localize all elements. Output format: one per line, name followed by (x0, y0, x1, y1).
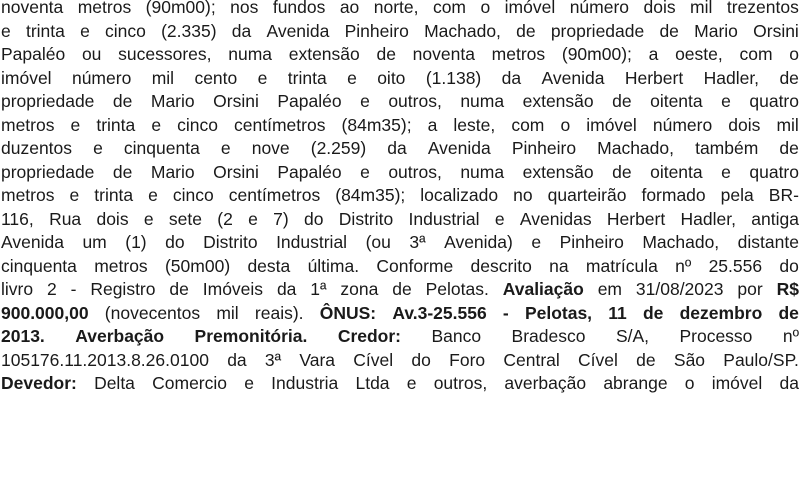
word: de (612, 161, 632, 182)
word: com (739, 44, 773, 64)
word: Comercio (152, 373, 228, 393)
word: de (392, 279, 412, 299)
word: sucessores, (118, 44, 212, 64)
word: e (721, 161, 731, 182)
word: Avenidas (519, 208, 592, 229)
word: mil (690, 0, 713, 17)
bold-word: 11 (608, 302, 627, 323)
word: Herbert (606, 208, 666, 229)
word: o (480, 0, 491, 17)
word: extensão (522, 161, 594, 182)
word: o (789, 44, 799, 64)
text-line (0, 43, 800, 67)
word: ao (339, 0, 360, 17)
word: Cível (578, 349, 618, 370)
word: São (673, 349, 706, 370)
text-line (0, 302, 800, 326)
word: Hadler, (680, 208, 736, 229)
word: (90m00); (561, 44, 632, 64)
word: de (112, 91, 133, 111)
word: da (276, 279, 297, 299)
word: matrícula (585, 255, 658, 276)
word: do (304, 208, 324, 229)
text-line (0, 278, 800, 302)
word: leste, (453, 114, 496, 135)
bold-word: 900.000,00 (1, 302, 89, 323)
word: numa (460, 91, 505, 111)
word: Ltda (355, 373, 390, 393)
word: Distrito (338, 208, 394, 229)
word: a (648, 44, 659, 64)
word: de (779, 138, 799, 158)
word: e (69, 185, 80, 205)
word: centímetros (228, 185, 321, 205)
word: metros (1, 185, 55, 205)
word: Mario (150, 161, 195, 182)
word: mil (151, 67, 175, 88)
word: sete (168, 208, 202, 229)
word: mil (216, 302, 239, 323)
word: outros, (388, 161, 442, 182)
word: Papaléo (1, 44, 66, 64)
word: 1ª (310, 279, 327, 299)
text-line (0, 137, 800, 161)
word: Herbert (624, 67, 684, 88)
word: (1) (125, 232, 147, 252)
word: - (70, 279, 77, 299)
word: metros (491, 44, 546, 64)
word: (50m00) (164, 255, 231, 276)
word: Registro (90, 279, 156, 299)
word: da (387, 138, 407, 158)
word: e (1, 20, 11, 41)
word: e (531, 232, 542, 252)
word: número (652, 114, 713, 135)
word: abrange (603, 373, 668, 393)
word: 116, (1, 208, 34, 229)
word: BR- (768, 185, 799, 205)
word: Conforme (376, 255, 454, 276)
word: antiga (751, 208, 799, 229)
text-line (0, 20, 800, 44)
word: (1.138) (425, 67, 482, 88)
word: e (360, 91, 370, 111)
bold-word: Credor: (337, 326, 402, 346)
word: Machado, (642, 232, 720, 252)
word: e (80, 20, 90, 41)
word: localizado (420, 185, 499, 205)
word: Machado, (597, 138, 674, 158)
word: e (248, 208, 258, 229)
word: e (347, 67, 357, 88)
word: trinta (287, 67, 327, 88)
word: do (165, 232, 185, 252)
word: da (501, 67, 522, 88)
word: 3ª (409, 232, 426, 252)
word: Papaléo (277, 161, 342, 182)
word: oeste, (675, 44, 723, 64)
word: (90m00); (145, 0, 216, 17)
word: nove (251, 138, 290, 158)
word: Avenida (427, 138, 491, 158)
word: centímetros (234, 114, 326, 135)
word: Delta (94, 373, 135, 393)
word: (2.335) (161, 20, 217, 41)
word: Orsini (753, 20, 799, 41)
word: e (151, 114, 162, 135)
word: de (612, 91, 632, 111)
text-line (0, 231, 800, 255)
bold-word: - (502, 302, 509, 323)
word: (2 (217, 208, 233, 229)
word: Pinheiro (344, 20, 409, 41)
text-line (0, 208, 800, 232)
word: pela (720, 185, 754, 205)
word: a (427, 114, 438, 135)
bold-word: Premonitória. (194, 326, 308, 346)
bold-word: Devedor: (1, 373, 77, 393)
word: Imóveis (202, 279, 264, 299)
word: Distrito (203, 232, 258, 252)
word: propriedade (1, 91, 95, 111)
word: oito (377, 67, 406, 88)
word: o (684, 373, 695, 393)
word: e (244, 373, 254, 393)
word: Vara (299, 349, 336, 370)
word: de (779, 67, 799, 88)
bold-word: R$ (776, 279, 799, 299)
word: quatro (749, 91, 799, 111)
word: numa (228, 44, 273, 64)
word: Banco (431, 326, 482, 346)
word: da (227, 349, 247, 370)
word: com (511, 114, 545, 135)
word: metros (94, 255, 148, 276)
word: em (597, 279, 623, 299)
word: Hadler, (703, 67, 760, 88)
word: trinta (96, 114, 136, 135)
word: e (360, 161, 370, 182)
word: distante (737, 232, 799, 252)
word: Industrial (408, 208, 480, 229)
word: também (695, 138, 759, 158)
word: reais). (254, 302, 304, 323)
word: Mario (694, 20, 738, 41)
word: de (376, 44, 396, 64)
word: com (432, 0, 467, 17)
word: trinta (25, 20, 65, 41)
word: propriedade (550, 20, 645, 41)
word: do (779, 255, 799, 276)
text-line (0, 67, 800, 91)
word: número (569, 0, 630, 17)
word: Pinheiro (511, 138, 577, 158)
word: Orsini (213, 91, 259, 111)
word: oitenta (650, 91, 703, 111)
word: de (516, 20, 536, 41)
word: duzentos (1, 138, 73, 158)
word: extensão (288, 44, 360, 64)
word: número (71, 67, 132, 88)
word: no (513, 185, 533, 205)
word: e (721, 91, 731, 111)
word: 105176.11.2013.8.26.0100 (1, 349, 209, 370)
word: norte, (373, 0, 419, 17)
word: e (220, 138, 231, 158)
text-line (0, 184, 800, 208)
word: Foro (449, 349, 486, 370)
word: Processo (679, 326, 753, 346)
word: imóvel (586, 114, 637, 135)
word: e (257, 67, 268, 88)
bold-word: ÔNUS: (319, 302, 377, 323)
word: imóvel (504, 0, 556, 17)
word: (84m35); (335, 185, 406, 205)
word: Avenida (541, 67, 605, 88)
word: quatro (749, 161, 799, 182)
bold-word: de (778, 302, 799, 323)
word: do (411, 349, 431, 370)
word: nº (675, 255, 692, 276)
word: mil (776, 114, 799, 135)
word: Pinheiro (559, 232, 624, 252)
word: Mario (150, 91, 195, 111)
word: e (494, 208, 505, 229)
word: Rua (49, 208, 82, 229)
word: o (560, 114, 571, 135)
text-line (0, 325, 800, 349)
word: e (70, 114, 81, 135)
word: propriedade (1, 161, 95, 182)
word: metros (77, 0, 132, 17)
word: cinco (177, 114, 218, 135)
word: (2.259) (310, 138, 367, 158)
word: Industria (271, 373, 339, 393)
word: S/A, (615, 326, 650, 346)
word: Avenida) (444, 232, 513, 252)
bold-word: Av.3-25.556 (392, 302, 487, 323)
word: dois (643, 0, 676, 17)
word: Avenida (1, 232, 64, 252)
word: 31/08/2023 (635, 279, 724, 299)
text-line (0, 255, 800, 279)
word: cinquenta (1, 255, 77, 276)
word: 3ª (264, 349, 282, 370)
word: Central (503, 349, 560, 370)
word: Paulo/SP. (723, 349, 799, 370)
word: Orsini (213, 161, 259, 182)
bold-word: Pelotas, (524, 302, 593, 323)
word: Cível (353, 349, 394, 370)
word: nos (230, 0, 259, 17)
word: cinco (105, 20, 146, 41)
word: Pelotas. (425, 279, 489, 299)
word: Machado, (424, 20, 501, 41)
word: imóvel (1, 67, 52, 88)
text-line (0, 0, 800, 20)
word: descrito (470, 255, 532, 276)
word: livro (1, 279, 34, 299)
word: dois (96, 208, 129, 229)
word: e (143, 208, 154, 229)
bold-word: de (642, 302, 664, 323)
word: ou (81, 44, 102, 64)
word: dois (728, 114, 761, 135)
word: extensão (522, 91, 594, 111)
word: de (169, 279, 189, 299)
word: nº (782, 326, 799, 346)
text-line (0, 372, 800, 396)
word: 7) (273, 208, 289, 229)
word: Industrial (276, 232, 348, 252)
word: última. (307, 255, 360, 276)
bold-word: 2013. (1, 326, 45, 346)
word: um (82, 232, 107, 252)
word: trezentos (726, 0, 799, 17)
word: (novecentos (104, 302, 201, 323)
bold-word: dezembro (679, 302, 763, 323)
word: noventa (1, 0, 64, 17)
word: Bradesco (511, 326, 586, 346)
word: da (231, 20, 252, 41)
word: de (659, 20, 679, 41)
word: e (406, 373, 417, 393)
word: cinquenta (123, 138, 200, 158)
word: e (148, 185, 158, 205)
text-line (0, 349, 800, 373)
word: imóvel (711, 373, 763, 393)
word: 25.556 (708, 255, 763, 276)
word: noventa (412, 44, 475, 64)
word: 2 (46, 279, 57, 299)
word: (ou (365, 232, 391, 252)
word: zona (340, 279, 379, 299)
word: cento (194, 67, 238, 88)
word: Papaléo (277, 91, 342, 111)
word: de (636, 349, 656, 370)
text-line (0, 90, 800, 114)
word: averbação (504, 373, 587, 393)
word: metros (1, 114, 55, 135)
word: cinco (172, 185, 214, 205)
word: oitenta (650, 161, 703, 182)
bold-word: Averbação (75, 326, 165, 346)
word: numa (460, 161, 505, 182)
word: outros, (388, 91, 442, 111)
word: da (779, 373, 799, 393)
bold-word: Avaliação (502, 279, 584, 299)
word: fundos (272, 0, 326, 17)
word: de (112, 161, 133, 182)
word: na (549, 255, 569, 276)
word: e (93, 138, 103, 158)
text-line (0, 114, 800, 138)
word: outros, (433, 373, 488, 393)
word: desta (247, 255, 291, 276)
word: por (737, 279, 763, 299)
word: (84m35); (341, 114, 412, 135)
text-line (0, 161, 800, 185)
word: Avenida (266, 20, 330, 41)
word: quarteirão (547, 185, 627, 205)
word: formado (641, 185, 706, 205)
word: trinta (94, 185, 134, 205)
